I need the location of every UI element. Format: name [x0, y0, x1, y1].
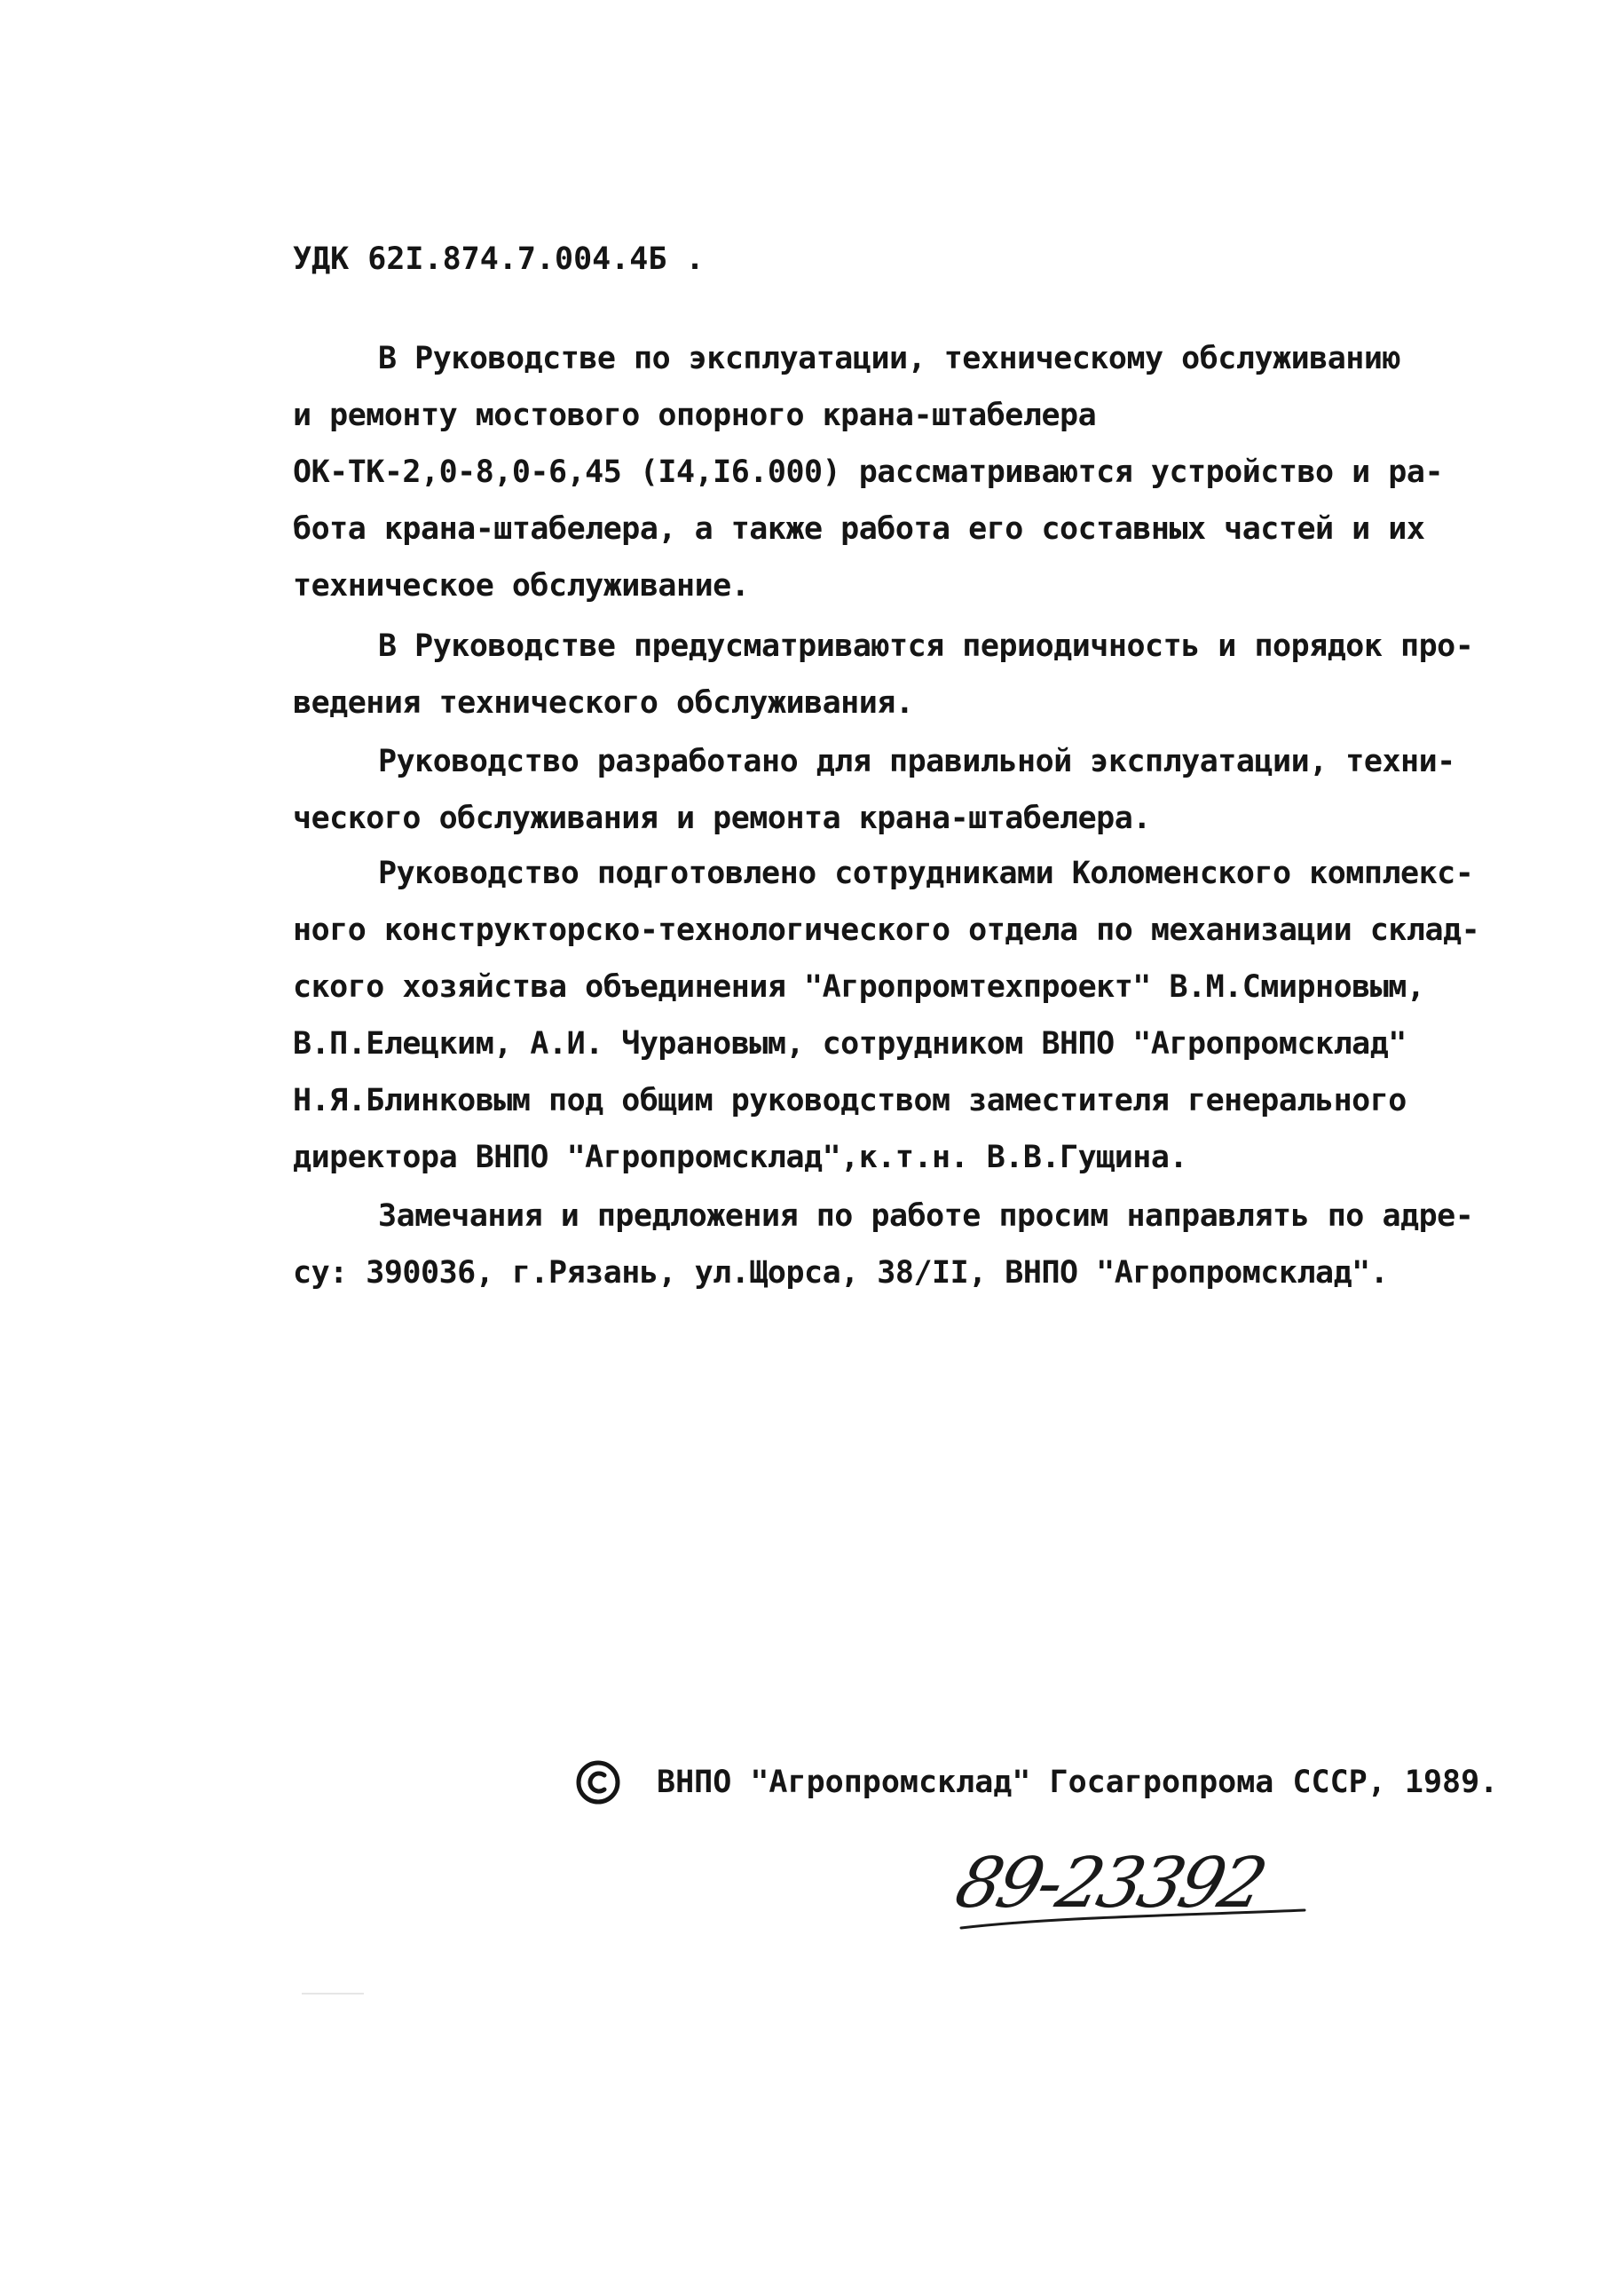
- paragraph-line: ОК-ТК-2,0-8,0-6,45 (I4,I6.000) рассматриваются устройство и ра-: [293, 454, 1444, 490]
- paragraph-line: су: 390036, г.Рязань, ул.Щорса, 38/II, ВНПО "Агропромсклад".: [293, 1255, 1389, 1291]
- paragraph-line: ского хозяйства объединения "Агропромтехпроект" В.М.Смирновым,: [293, 969, 1425, 1005]
- paragraph-line: Руководство разработано для правильной эксплуатации, техни-: [378, 744, 1455, 779]
- copyright-line: [575, 1756, 1498, 1809]
- paragraph-line: В Руководстве по эксплуатации, техническому обслуживанию: [378, 341, 1401, 376]
- paragraph-5: [293, 1188, 1473, 1301]
- paragraph-line: ного конструкторско-технологического отдела по механизации склад-: [293, 912, 1480, 948]
- paragraph-line: техническое обслуживание.: [293, 568, 750, 604]
- paragraph-1: [293, 330, 1443, 614]
- copyright-icon: [575, 1759, 621, 1805]
- handwritten-number: [945, 1829, 1318, 1944]
- paragraph-line: В Руководстве предусматриваются периодичность и порядок про-: [378, 628, 1474, 664]
- copyright-text: ВНПО "Агропромсклад" Госагропрома СССР, 1989.: [657, 1765, 1499, 1800]
- handwritten-number-text: 89-23392: [948, 1842, 1272, 1923]
- paragraph-line: бота крана-штабелера, а также работа его составных частей и их: [293, 511, 1425, 547]
- paragraph-3: [293, 733, 1455, 847]
- paragraph-line: ческого обслуживания и ремонта крана-штабелера.: [293, 801, 1151, 836]
- udk-code: УДК 62I.874.7.004.4Б .: [293, 241, 705, 277]
- paragraph-2: [293, 618, 1473, 731]
- paragraph-line: Н.Я.Блинковым под общим руководством заместителя генерального: [293, 1083, 1407, 1118]
- paragraph-line: директора ВНПО "Агропромсклад",к.т.н. В.В.Гущина.: [293, 1140, 1188, 1175]
- scan-mark: [302, 1993, 364, 1995]
- paragraph-4: [293, 845, 1479, 1186]
- paragraph-line: ведения технического обслуживания.: [293, 685, 914, 721]
- paragraph-line: Замечания и предложения по работе просим направлять по адре-: [378, 1198, 1474, 1234]
- paragraph-line: В.П.Елецким, А.И. Чурановым, сотрудником ВНПО "Агропромсклад": [293, 1026, 1407, 1062]
- paragraph-line: Руководство подготовлено сотрудниками Коломенского комплекс-: [378, 856, 1474, 891]
- paragraph-line: и ремонту мостового опорного крана-штабелера: [293, 398, 1097, 433]
